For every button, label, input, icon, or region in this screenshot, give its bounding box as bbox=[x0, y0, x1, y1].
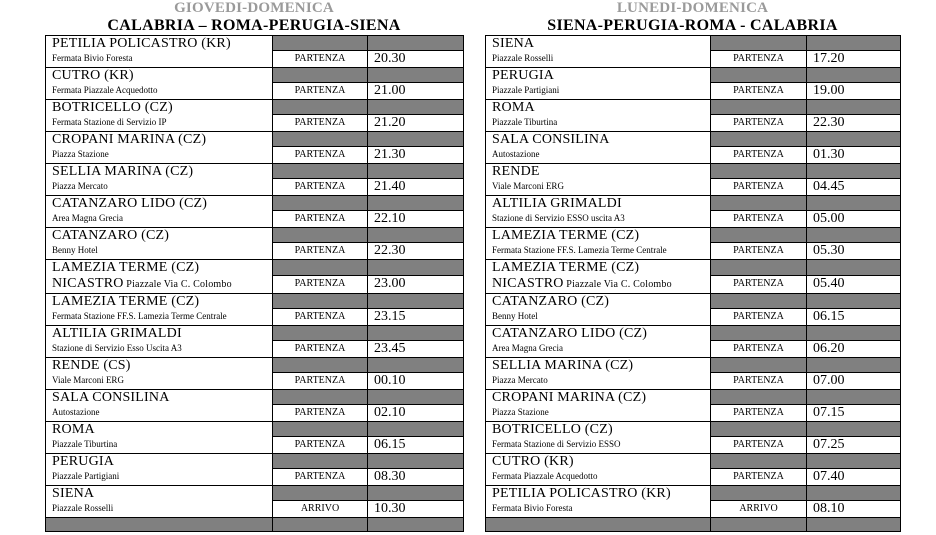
type-cell-shaded bbox=[711, 358, 807, 373]
timetable-left bbox=[45, 0, 463, 532]
stop-location: Fermata Stazione FF.S. Lamezia Terme Centrale bbox=[492, 245, 667, 255]
stop-location: Piazzale Tiburtina bbox=[52, 439, 118, 449]
stop-name-secondary bbox=[492, 276, 710, 293]
stop-name: ROMA bbox=[52, 422, 95, 437]
footer-cell bbox=[46, 518, 273, 532]
type-cell-shaded bbox=[273, 196, 368, 211]
stop-location: Area Magna Grecia bbox=[492, 343, 563, 353]
type-cell-shaded bbox=[273, 228, 368, 243]
time-cell-shaded bbox=[807, 36, 901, 51]
stop-row-top bbox=[486, 228, 901, 243]
time-cell-shaded bbox=[368, 228, 464, 243]
departure-time: 22.30 bbox=[807, 115, 901, 132]
stop-location: Autostazione bbox=[52, 407, 100, 417]
departure-type-label: PARTENZA bbox=[711, 83, 807, 100]
stop-cell bbox=[486, 326, 711, 358]
type-cell-shaded bbox=[273, 486, 368, 501]
stop-cell bbox=[46, 326, 273, 358]
departure-time: 02.10 bbox=[368, 405, 464, 422]
stop-name-secondary-detail: Piazzale Via C. Colombo bbox=[123, 279, 232, 290]
stop-row-top bbox=[486, 454, 901, 469]
stop-name: ALTILIA GRIMALDI bbox=[492, 196, 622, 211]
stop-cell bbox=[486, 164, 711, 196]
stop-cell bbox=[46, 486, 273, 518]
stop-cell bbox=[486, 68, 711, 100]
time-cell-shaded bbox=[368, 294, 464, 309]
departure-time: 23.15 bbox=[368, 309, 464, 326]
stop-location: Piazzale Tiburtina bbox=[492, 117, 558, 127]
stop-cell bbox=[486, 422, 711, 454]
stop-cell bbox=[46, 260, 273, 294]
time-cell-shaded bbox=[368, 422, 464, 437]
stop-name: LAMEZIA TERME (CZ) bbox=[52, 294, 200, 309]
stop-location: Fermata Stazione di Servizio IP bbox=[52, 117, 167, 127]
stop-row-top bbox=[46, 132, 464, 147]
stop-name: BOTRICELLO (CZ) bbox=[492, 422, 613, 437]
type-cell-shaded bbox=[711, 228, 807, 243]
departure-time: 07.15 bbox=[807, 405, 901, 422]
stop-cell bbox=[486, 390, 711, 422]
stop-name: CATANZARO LIDO (CZ) bbox=[492, 326, 648, 341]
table-footer-row bbox=[46, 518, 464, 532]
stop-location: Piazzale Rosselli bbox=[492, 53, 554, 63]
stop-row-top bbox=[486, 422, 901, 437]
stop-row-top bbox=[486, 358, 901, 373]
departure-type-label: PARTENZA bbox=[273, 405, 368, 422]
stop-name: LAMEZIA TERME (CZ) bbox=[52, 260, 200, 275]
stop-name: CATANZARO (CZ) bbox=[492, 294, 610, 309]
departure-time: 01.30 bbox=[807, 147, 901, 164]
time-cell-shaded bbox=[368, 100, 464, 115]
time-cell-shaded bbox=[368, 196, 464, 211]
departure-time: 19.00 bbox=[807, 83, 901, 100]
stop-row-top bbox=[486, 164, 901, 179]
departure-type-label: PARTENZA bbox=[273, 211, 368, 228]
stop-cell bbox=[486, 486, 711, 518]
type-cell-shaded bbox=[273, 390, 368, 405]
time-cell-shaded bbox=[807, 164, 901, 179]
footer-cell bbox=[486, 518, 711, 532]
stop-location: Fermata Bivio Foresta bbox=[52, 53, 133, 63]
departure-type-label: PARTENZA bbox=[273, 437, 368, 454]
type-cell-shaded bbox=[273, 326, 368, 341]
table-footer-row bbox=[486, 518, 901, 532]
departure-time: 23.00 bbox=[368, 275, 464, 293]
departure-type-label: PARTENZA bbox=[711, 275, 807, 293]
stop-row-top bbox=[46, 326, 464, 341]
time-cell-shaded bbox=[368, 326, 464, 341]
type-cell-shaded bbox=[711, 486, 807, 501]
stop-row-top bbox=[486, 260, 901, 276]
time-cell-shaded bbox=[368, 36, 464, 51]
departure-type-label: PARTENZA bbox=[711, 437, 807, 454]
stop-cell bbox=[46, 294, 273, 326]
departure-time: 21.20 bbox=[368, 115, 464, 132]
departure-type-label: PARTENZA bbox=[711, 147, 807, 164]
departure-type-label: PARTENZA bbox=[273, 341, 368, 358]
departure-type-label: PARTENZA bbox=[273, 51, 368, 68]
departure-type-label: PARTENZA bbox=[711, 469, 807, 486]
stop-name: SELLIA MARINA (CZ) bbox=[52, 164, 194, 179]
stop-row-top bbox=[46, 294, 464, 309]
stop-name: SELLIA MARINA (CZ) bbox=[492, 358, 634, 373]
departure-type-label: ARRIVO bbox=[711, 501, 807, 518]
stop-name: CROPANI MARINA (CZ) bbox=[52, 132, 207, 147]
departure-type-label: PARTENZA bbox=[711, 309, 807, 326]
type-cell-shaded bbox=[711, 390, 807, 405]
stop-name: LAMEZIA TERME (CZ) bbox=[492, 260, 640, 275]
type-cell-shaded bbox=[711, 100, 807, 115]
stop-name-secondary-main: NICASTRO bbox=[52, 276, 124, 291]
time-cell-shaded bbox=[807, 358, 901, 373]
stop-row-top bbox=[486, 294, 901, 309]
departure-time: 08.30 bbox=[368, 469, 464, 486]
departure-time: 05.30 bbox=[807, 243, 901, 260]
stop-location: Piazza Stazione bbox=[52, 149, 109, 159]
type-cell-shaded bbox=[711, 422, 807, 437]
type-cell-shaded bbox=[711, 164, 807, 179]
stop-name: ALTILIA GRIMALDI bbox=[52, 326, 182, 341]
days-label: LUNEDI-DOMENICA bbox=[616, 0, 769, 16]
time-cell-shaded bbox=[807, 68, 901, 83]
route-title: SIENA-PERUGIA-ROMA - CALABRIA bbox=[547, 17, 838, 34]
stop-location: Benny Hotel bbox=[52, 245, 98, 255]
departure-type-label: PARTENZA bbox=[273, 469, 368, 486]
departure-time: 08.10 bbox=[807, 501, 901, 518]
type-cell-shaded bbox=[711, 132, 807, 147]
stop-row-top bbox=[486, 390, 901, 405]
stop-cell bbox=[486, 228, 711, 260]
stop-name: CUTRO (KR) bbox=[492, 454, 574, 469]
stop-location: Fermata Stazione FF.S. Lamezia Terme Centrale bbox=[52, 311, 227, 321]
stop-row-top bbox=[46, 196, 464, 211]
departure-time: 22.10 bbox=[368, 211, 464, 228]
footer-cell bbox=[807, 518, 901, 532]
stop-row-top bbox=[46, 390, 464, 405]
type-cell-shaded bbox=[711, 454, 807, 469]
departure-time: 06.20 bbox=[807, 341, 901, 358]
stop-name: PETILIA POLICASTRO (KR) bbox=[52, 36, 231, 51]
departure-time: 04.45 bbox=[807, 179, 901, 196]
time-cell-shaded bbox=[807, 294, 901, 309]
departure-type-label: PARTENZA bbox=[273, 243, 368, 260]
departure-type-label: PARTENZA bbox=[273, 373, 368, 390]
departure-type-label: ARRIVO bbox=[273, 501, 368, 518]
type-cell-shaded bbox=[711, 260, 807, 276]
departure-type-label: PARTENZA bbox=[711, 341, 807, 358]
stop-location: Fermata Bivio Foresta bbox=[492, 503, 573, 513]
stop-cell bbox=[46, 164, 273, 196]
time-cell-shaded bbox=[368, 454, 464, 469]
stop-name: SALA CONSILINA bbox=[492, 132, 610, 147]
time-cell-shaded bbox=[368, 358, 464, 373]
footer-cell bbox=[273, 518, 368, 532]
stop-name: SALA CONSILINA bbox=[52, 390, 170, 405]
timetable-table bbox=[45, 35, 464, 532]
stop-location: Viale Marconi ERG bbox=[52, 375, 124, 385]
stop-name: PERUGIA bbox=[492, 68, 555, 83]
type-cell-shaded bbox=[273, 358, 368, 373]
stop-name-secondary-detail: Piazzale Via C. Colombo bbox=[563, 279, 672, 290]
stop-cell bbox=[46, 36, 273, 68]
departure-type-label: PARTENZA bbox=[711, 373, 807, 390]
route-title: CALABRIA – ROMA-PERUGIA-SIENA bbox=[107, 17, 401, 34]
stop-cell bbox=[46, 422, 273, 454]
stop-name: SIENA bbox=[52, 486, 95, 501]
stop-name: ROMA bbox=[492, 100, 535, 115]
stop-cell bbox=[486, 454, 711, 486]
stop-cell bbox=[46, 358, 273, 390]
departure-type-label: PARTENZA bbox=[711, 405, 807, 422]
footer-cell bbox=[711, 518, 807, 532]
time-cell-shaded bbox=[368, 164, 464, 179]
departure-time: 07.40 bbox=[807, 469, 901, 486]
departure-time: 23.45 bbox=[368, 341, 464, 358]
type-cell-shaded bbox=[711, 196, 807, 211]
stop-row-top bbox=[46, 260, 464, 276]
time-cell-shaded bbox=[807, 100, 901, 115]
stop-name: CUTRO (KR) bbox=[52, 68, 134, 83]
stop-cell bbox=[486, 36, 711, 68]
time-cell-shaded bbox=[807, 326, 901, 341]
stop-row-top bbox=[46, 164, 464, 179]
stop-cell bbox=[486, 196, 711, 228]
time-cell-shaded bbox=[368, 132, 464, 147]
time-cell-shaded bbox=[807, 228, 901, 243]
departure-time: 10.30 bbox=[368, 501, 464, 518]
stop-row-top bbox=[486, 196, 901, 211]
stop-row-top bbox=[46, 422, 464, 437]
departure-time: 20.30 bbox=[368, 51, 464, 68]
departure-time: 00.10 bbox=[368, 373, 464, 390]
departure-time: 21.30 bbox=[368, 147, 464, 164]
stop-row-top bbox=[46, 36, 464, 51]
stop-location: Piazza Stazione bbox=[492, 407, 549, 417]
departure-type-label: PARTENZA bbox=[273, 147, 368, 164]
departure-type-label: PARTENZA bbox=[711, 51, 807, 68]
stop-cell bbox=[46, 196, 273, 228]
stop-row-top bbox=[486, 100, 901, 115]
stop-cell bbox=[46, 228, 273, 260]
departure-time: 06.15 bbox=[807, 309, 901, 326]
stop-location: Fermata Piazzale Acquedotto bbox=[52, 85, 158, 95]
departure-time: 06.15 bbox=[368, 437, 464, 454]
departure-type-label: PARTENZA bbox=[711, 179, 807, 196]
stop-location: Piazzale Partigiani bbox=[492, 85, 560, 95]
stop-cell bbox=[46, 390, 273, 422]
departure-type-label: PARTENZA bbox=[273, 275, 368, 293]
type-cell-shaded bbox=[711, 36, 807, 51]
stop-location: Stazione di Servizio Esso Uscita A3 bbox=[52, 343, 182, 353]
time-cell-shaded bbox=[807, 390, 901, 405]
stop-location: Piazzale Partigiani bbox=[52, 471, 120, 481]
stop-name: RENDE (CS) bbox=[52, 358, 131, 373]
timetable-right bbox=[485, 0, 900, 532]
stop-row-top bbox=[486, 68, 901, 83]
time-cell-shaded bbox=[807, 196, 901, 211]
type-cell-shaded bbox=[273, 68, 368, 83]
stop-cell bbox=[486, 132, 711, 164]
departure-type-label: PARTENZA bbox=[711, 115, 807, 132]
stop-name: CATANZARO (CZ) bbox=[52, 228, 170, 243]
stop-name: CATANZARO LIDO (CZ) bbox=[52, 196, 208, 211]
departure-type-label: PARTENZA bbox=[273, 83, 368, 100]
stop-name: RENDE bbox=[492, 164, 540, 179]
time-cell-shaded bbox=[807, 132, 901, 147]
stop-cell bbox=[46, 100, 273, 132]
stop-location: Fermata Piazzale Acquedotto bbox=[492, 471, 598, 481]
stop-row-top bbox=[486, 132, 901, 147]
departure-time: 21.40 bbox=[368, 179, 464, 196]
days-label: GIOVEDI-DOMENICA bbox=[174, 0, 334, 16]
type-cell-shaded bbox=[273, 100, 368, 115]
time-cell-shaded bbox=[807, 454, 901, 469]
stop-location: Piazzale Rosselli bbox=[52, 503, 114, 513]
departure-time: 05.00 bbox=[807, 211, 901, 228]
stop-cell bbox=[46, 68, 273, 100]
stop-location: Piazza Mercato bbox=[492, 375, 548, 385]
type-cell-shaded bbox=[273, 422, 368, 437]
stop-location: Stazione di Servizio ESSO uscita A3 bbox=[492, 213, 625, 223]
stop-name: BOTRICELLO (CZ) bbox=[52, 100, 173, 115]
stop-row-top bbox=[46, 486, 464, 501]
stop-location: Fermata Stazione di Servizio ESSO bbox=[492, 439, 621, 449]
time-cell-shaded bbox=[368, 390, 464, 405]
time-cell-shaded bbox=[807, 486, 901, 501]
timetable-table bbox=[485, 35, 901, 532]
type-cell-shaded bbox=[273, 260, 368, 276]
departure-type-label: PARTENZA bbox=[273, 179, 368, 196]
type-cell-shaded bbox=[711, 326, 807, 341]
stop-cell bbox=[486, 294, 711, 326]
stop-row-top bbox=[46, 454, 464, 469]
stop-row-top bbox=[46, 100, 464, 115]
stop-name: CROPANI MARINA (CZ) bbox=[492, 390, 647, 405]
stop-row-top bbox=[486, 326, 901, 341]
time-cell-shaded bbox=[807, 260, 901, 276]
stop-location: Piazza Mercato bbox=[52, 181, 108, 191]
stop-location: Area Magna Grecia bbox=[52, 213, 123, 223]
stop-name: LAMEZIA TERME (CZ) bbox=[492, 228, 640, 243]
time-cell-shaded bbox=[368, 486, 464, 501]
stop-location: Viale Marconi ERG bbox=[492, 181, 564, 191]
type-cell-shaded bbox=[273, 36, 368, 51]
departure-time: 07.25 bbox=[807, 437, 901, 454]
departure-time: 17.20 bbox=[807, 51, 901, 68]
departure-time: 07.00 bbox=[807, 373, 901, 390]
type-cell-shaded bbox=[711, 68, 807, 83]
stop-row-top bbox=[486, 486, 901, 501]
departure-type-label: PARTENZA bbox=[711, 243, 807, 260]
departure-type-label: PARTENZA bbox=[711, 211, 807, 228]
stop-row-top bbox=[46, 228, 464, 243]
stop-name: PETILIA POLICASTRO (KR) bbox=[492, 486, 671, 501]
departure-time: 21.00 bbox=[368, 83, 464, 100]
time-cell-shaded bbox=[368, 260, 464, 276]
time-cell-shaded bbox=[807, 422, 901, 437]
stop-name-secondary bbox=[52, 276, 272, 293]
stop-cell bbox=[46, 454, 273, 486]
type-cell-shaded bbox=[273, 454, 368, 469]
stop-row-top bbox=[46, 68, 464, 83]
type-cell-shaded bbox=[273, 294, 368, 309]
stop-cell bbox=[486, 358, 711, 390]
stop-location: Autostazione bbox=[492, 149, 540, 159]
footer-cell bbox=[368, 518, 464, 532]
type-cell-shaded bbox=[711, 294, 807, 309]
stop-cell bbox=[486, 100, 711, 132]
time-cell-shaded bbox=[368, 68, 464, 83]
departure-type-label: PARTENZA bbox=[273, 115, 368, 132]
stop-name: PERUGIA bbox=[52, 454, 115, 469]
type-cell-shaded bbox=[273, 164, 368, 179]
stop-cell bbox=[46, 132, 273, 164]
stop-row-top bbox=[46, 358, 464, 373]
stop-location: Benny Hotel bbox=[492, 311, 538, 321]
departure-time: 22.30 bbox=[368, 243, 464, 260]
stop-cell bbox=[486, 260, 711, 294]
type-cell-shaded bbox=[273, 132, 368, 147]
departure-time: 05.40 bbox=[807, 275, 901, 293]
departure-type-label: PARTENZA bbox=[273, 309, 368, 326]
stop-name: SIENA bbox=[492, 36, 535, 51]
stop-row-top bbox=[486, 36, 901, 51]
stop-name-secondary-main: NICASTRO bbox=[492, 276, 564, 291]
